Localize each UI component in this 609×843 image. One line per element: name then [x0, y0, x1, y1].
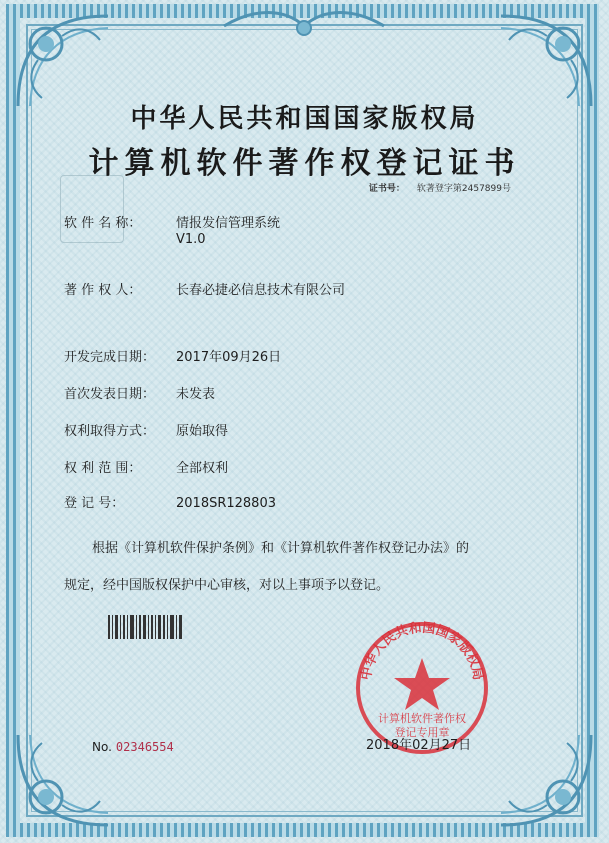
serial-value: 02346554	[115, 740, 174, 754]
field-acquisition	[64, 420, 228, 439]
field-label: 首次发表日期：	[64, 387, 156, 402]
field-first-publish	[64, 383, 215, 402]
issue-date: 2018年02月27日	[366, 738, 472, 753]
field-completion-date	[64, 346, 281, 365]
field-label: 权 利 范 围：	[64, 461, 142, 476]
certificate-number	[369, 181, 511, 194]
field-label: 权利取得方式：	[64, 424, 156, 439]
completion-date: 2017年09月26日	[176, 350, 282, 365]
field-label: 著 作 权 人：	[64, 283, 142, 298]
field-software-name	[64, 212, 280, 231]
seal-line-1: 计算机软件著作权	[378, 712, 466, 725]
seal-arc-text: 中华人民共和国国家版权局	[358, 620, 486, 682]
field-reg-no	[64, 492, 276, 511]
statement-line-2: 规定，经中国版权保护中心审核，对以上事项予以登记。	[64, 578, 390, 593]
top-ornament-icon	[214, 6, 394, 46]
corner-ornament-icon	[491, 725, 601, 835]
authority-title: 中华人民共和国国家版权局	[130, 104, 479, 134]
svg-text:中华人民共和国国家版权局	[358, 620, 485, 682]
acquisition-method: 原始取得	[176, 424, 229, 439]
cert-no-value: 软著登字第2457899号	[416, 184, 511, 194]
field-label: 登 记 号：	[64, 496, 125, 511]
statement-line-1: 根据《计算机软件保护条例》和《计算机软件著作权登记办法》的	[92, 541, 470, 556]
rights-scope: 全部权利	[176, 461, 229, 476]
field-owner	[64, 279, 345, 298]
watermark-emblem	[60, 175, 124, 243]
statement	[64, 530, 544, 604]
field-label: 开发完成日期：	[64, 350, 156, 365]
registration-number: 2018SR128803	[176, 496, 276, 511]
owner-name: 长春必捷必信息技术有限公司	[176, 283, 346, 298]
software-name: 情报发信管理系统	[176, 216, 281, 231]
seal-line-2: 登记专用章	[394, 726, 450, 739]
barcode-icon	[108, 615, 182, 639]
field-label: 软 件 名 称：	[64, 216, 142, 231]
software-version: V1.0	[176, 232, 206, 247]
certificate-title: 计算机软件著作权登记证书	[88, 146, 521, 181]
field-scope	[64, 457, 228, 476]
first-publish-date: 未发表	[176, 387, 216, 402]
serial-label: No.	[92, 740, 112, 754]
serial-number	[92, 740, 174, 754]
cert-no-label: 证书号：	[368, 184, 405, 194]
